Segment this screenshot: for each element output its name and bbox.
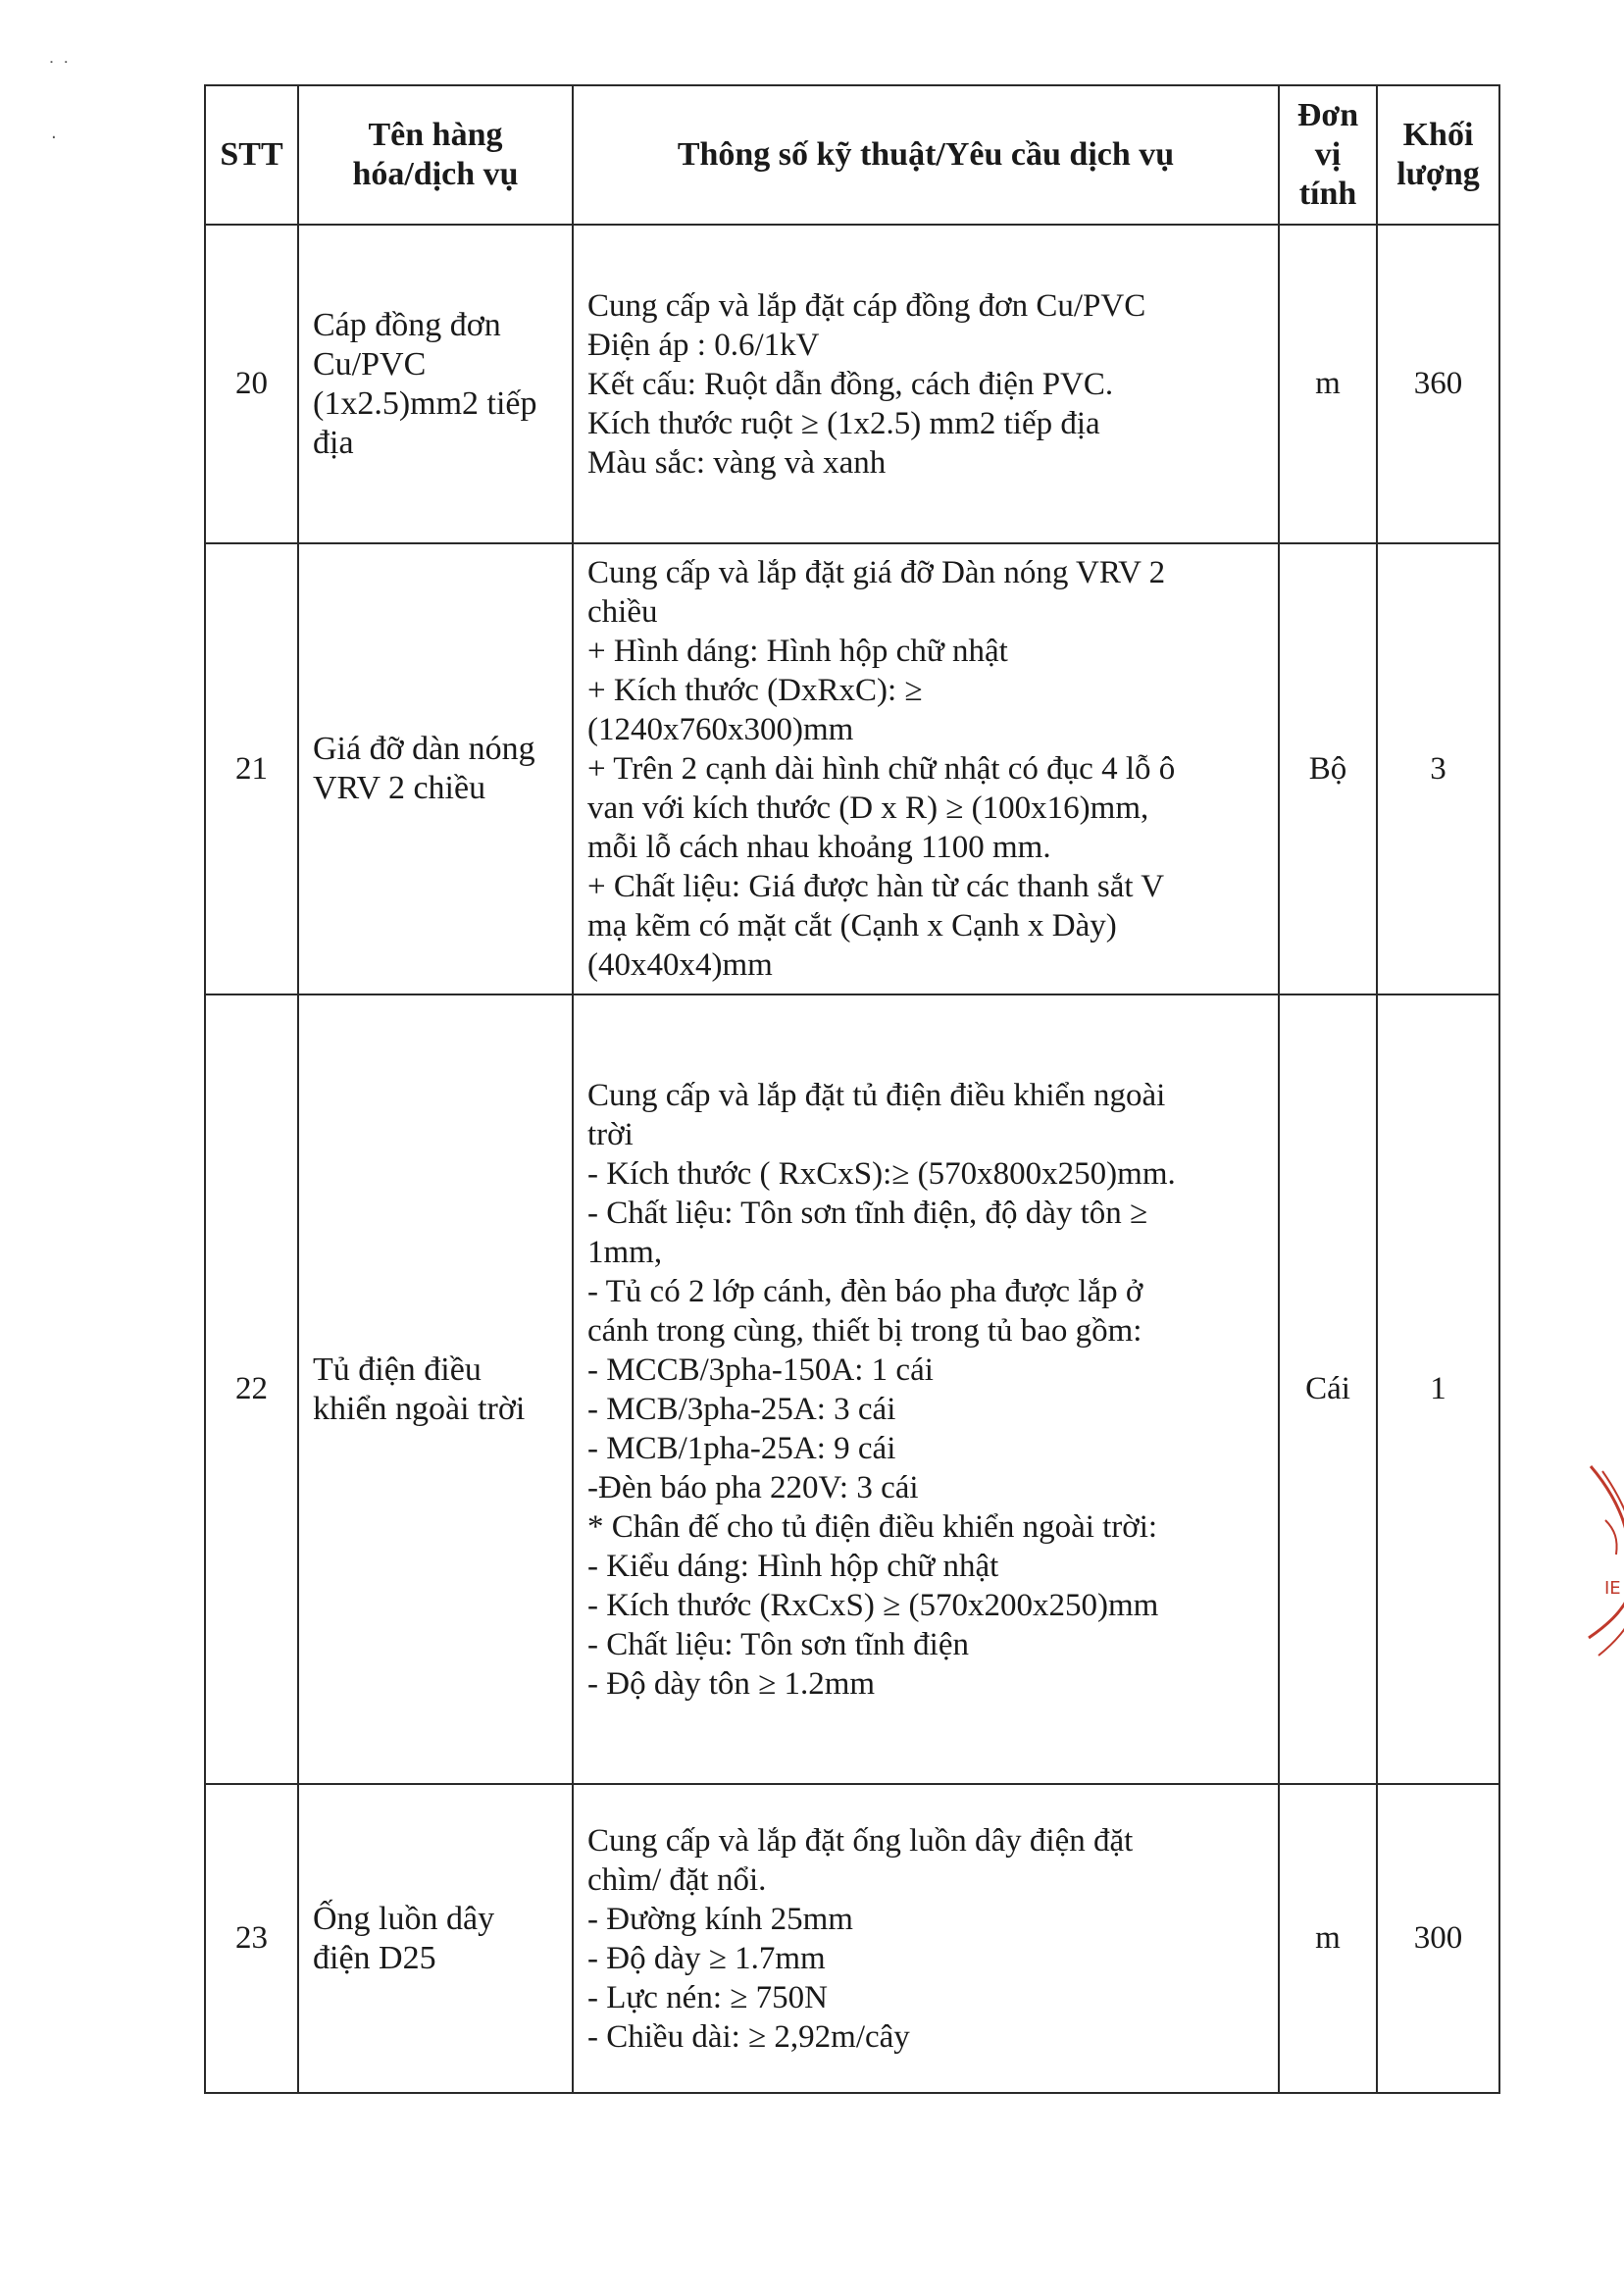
spec-line: -Đèn báo pha 220V: 3 cái (587, 1469, 919, 1505)
row-name (298, 543, 573, 994)
spec-line: - Kích thước ( RxCxS):≥ (570x800x250)mm. (587, 1155, 1176, 1192)
row-qty: 300 (1377, 1784, 1499, 2093)
spec-line: mạ kẽm có mặt cắt (Cạnh x Cạnh x Dày) (587, 908, 1117, 943)
header-name (298, 85, 573, 225)
header-spec: Thông số kỹ thuật/Yêu cầu dịch vụ (573, 85, 1279, 225)
spec-line: - MCB/3pha-25A: 3 cái (587, 1391, 896, 1427)
spec-line: Cung cấp và lắp đặt giá đỡ Dàn nóng VRV 2 (587, 555, 1166, 590)
spec-line: - Độ dày ≥ 1.7mm (587, 1940, 826, 1976)
spec-line: Màu sắc: vàng và xanh (587, 444, 887, 481)
row-name-line: VRV 2 chiều (313, 770, 486, 806)
row-qty: 1 (1377, 994, 1499, 1784)
spec-line: + Trên 2 cạnh dài hình chữ nhật có đục 4 lỗ ô (587, 751, 1176, 787)
spec-line: Cung cấp và lắp đặt cáp đồng đơn Cu/PVC (587, 287, 1146, 324)
header-unit (1279, 85, 1377, 225)
row-name (298, 1784, 573, 2093)
row-name (298, 225, 573, 543)
row-spec (573, 225, 1279, 543)
row-name-line: (1x2.5)mm2 tiếp (313, 384, 537, 422)
spec-line: Điện áp : 0.6/1kV (587, 327, 820, 363)
header-unit-line: tính (1298, 176, 1357, 212)
header-unit-line: Đơn (1296, 97, 1359, 133)
row-name-line: Cu/PVC (313, 345, 427, 382)
row-unit: Bộ (1279, 543, 1377, 994)
spec-line: van với kích thước (D x R) ≥ (100x16)mm, (587, 790, 1149, 826)
row-name-line: khiển ngoài trời (313, 1390, 526, 1427)
row-name-line: điện D25 (313, 1939, 436, 1976)
spec-line: - Tủ có 2 lớp cánh, đèn báo pha được lắp ở (587, 1273, 1143, 1309)
scan-speck: ˙ ˙ (47, 59, 71, 79)
spec-line: (1240x760x300)mm (587, 712, 854, 747)
row-qty: 360 (1377, 225, 1499, 543)
table-row (205, 994, 1499, 1784)
row-unit: Cái (1279, 994, 1377, 1784)
header-unit-line: vị (1314, 136, 1342, 173)
spec-line: chiều (587, 594, 658, 630)
row-qty: 3 (1377, 543, 1499, 994)
spec-line: - Chiều dài: ≥ 2,92m/cây (587, 2018, 910, 2055)
row-name-line: Ống luồn dây (313, 1900, 495, 1937)
spec-line: - Đường kính 25mm (587, 1901, 853, 1937)
spec-line: trời (587, 1116, 634, 1152)
table-row (205, 543, 1499, 994)
scan-speck: · (51, 127, 57, 148)
header-name-line: hóa/dịch vụ (352, 156, 519, 192)
spec-line: - Chất liệu: Tôn sơn tĩnh điện, độ dày tôn ≥ (587, 1195, 1148, 1231)
spec-line: - Độ dày tôn ≥ 1.2mm (587, 1665, 876, 1702)
spec-line: - Kích thước (RxCxS) ≥ (570x200x250)mm (587, 1587, 1159, 1623)
spec-line: Cung cấp và lắp đặt ống luồn dây điện đặt (587, 1822, 1134, 1859)
spec-line: - MCB/1pha-25A: 9 cái (587, 1430, 896, 1466)
table-row (205, 225, 1499, 543)
row-stt: 23 (205, 1784, 298, 2093)
spec-line: + Kích thước (DxRxC): ≥ (587, 673, 923, 708)
row-unit: m (1279, 1784, 1377, 2093)
stamp-fragment-icon (1581, 1461, 1624, 1687)
spec-line: chìm/ đặt nổi. (587, 1861, 767, 1898)
header-stt: STT (205, 85, 298, 225)
row-stt: 22 (205, 994, 298, 1784)
spec-line: + Chất liệu: Giá được hàn từ các thanh sắt V (587, 869, 1165, 904)
row-stt: 20 (205, 225, 298, 543)
header-qty (1377, 85, 1499, 225)
table-header-row (205, 85, 1499, 225)
spec-line: cánh trong cùng, thiết bị trong tủ bao gồm: (587, 1312, 1142, 1349)
svg-text:IE: IE (1604, 1578, 1621, 1599)
row-spec (573, 543, 1279, 994)
row-name-line: địa (313, 424, 354, 461)
spec-line: (40x40x4)mm (587, 947, 773, 983)
spec-line: 1mm, (587, 1234, 663, 1270)
header-name-line: Tên hàng (368, 117, 503, 153)
spec-table (204, 84, 1500, 2094)
row-unit: m (1279, 225, 1377, 543)
row-name-line: Cáp đồng đơn (313, 306, 501, 343)
spec-line: * Chân đế cho tủ điện điều khiển ngoài trời: (587, 1508, 1158, 1545)
row-name (298, 994, 573, 1784)
row-stt: 21 (205, 543, 298, 994)
spec-line: - Lực nén: ≥ 750N (587, 1979, 828, 2015)
spec-line: - MCCB/3pha-150A: 1 cái (587, 1351, 934, 1388)
spec-line: mỗi lỗ cách nhau khoảng 1100 mm. (587, 830, 1051, 865)
row-name-line: Tủ điện điều (313, 1351, 482, 1388)
row-name-line: Giá đỡ dàn nóng (313, 731, 535, 767)
header-qty-line: Khối (1402, 117, 1474, 153)
header-qty-line: lượng (1396, 156, 1480, 192)
spec-line: + Hình dáng: Hình hộp chữ nhật (587, 634, 1008, 669)
row-spec (573, 994, 1279, 1784)
row-spec (573, 1784, 1279, 2093)
spec-line: Kích thước ruột ≥ (1x2.5) mm2 tiếp địa (587, 405, 1100, 441)
table-row (205, 1784, 1499, 2093)
spec-line: - Kiểu dáng: Hình hộp chữ nhật (587, 1548, 999, 1584)
spec-line: Kết cấu: Ruột dẫn đồng, cách điện PVC. (587, 366, 1114, 402)
spec-line: Cung cấp và lắp đặt tủ điện điều khiển ngoài (587, 1077, 1166, 1113)
spec-line: - Chất liệu: Tôn sơn tĩnh điện (587, 1626, 969, 1662)
